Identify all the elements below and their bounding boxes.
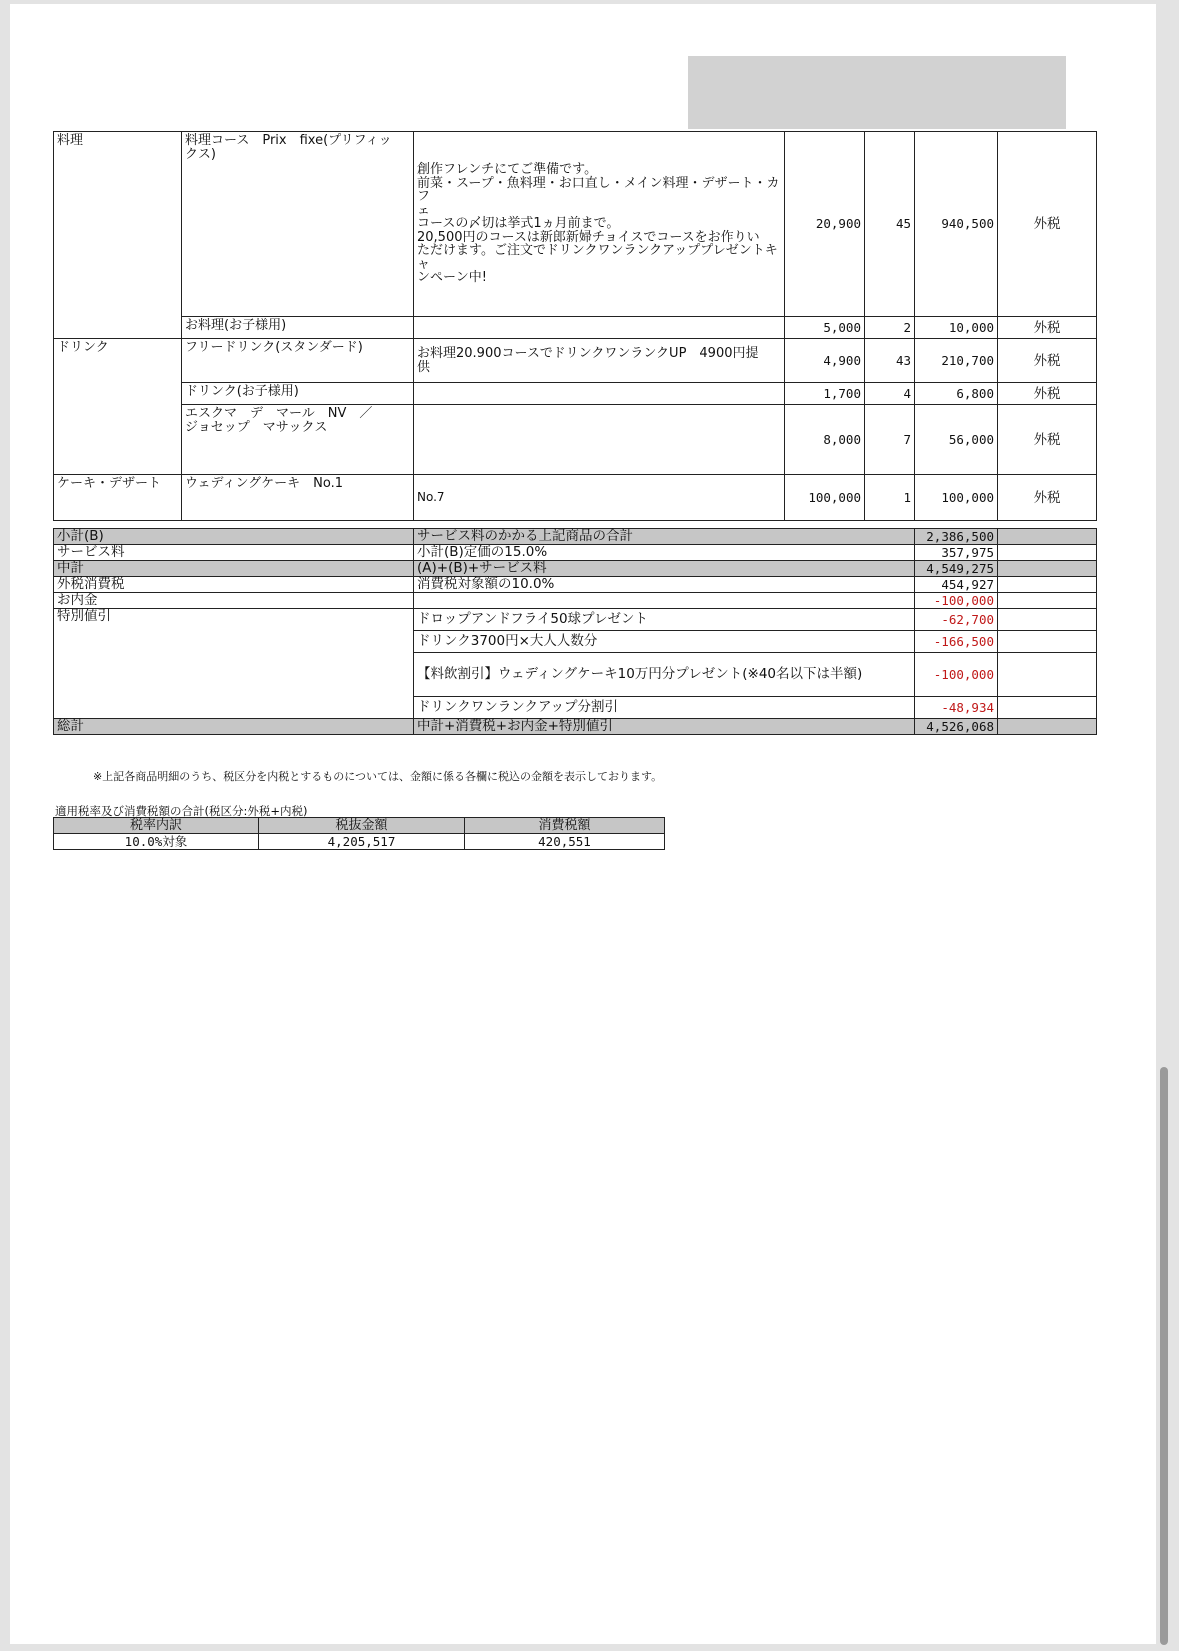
table-row bbox=[54, 132, 1097, 317]
category-cell: ケーキ・デザート bbox=[54, 475, 182, 521]
summary-label: 総計 bbox=[54, 719, 414, 735]
summary-label: 外税消費税 bbox=[54, 577, 414, 593]
tax-type: 外税 bbox=[998, 405, 1097, 475]
summary-label: サービス料 bbox=[54, 545, 414, 561]
summary-amount: 357,975 bbox=[915, 545, 998, 561]
service-row bbox=[54, 545, 1097, 561]
item-description: お料理20.900コースでドリンクワンランクUP 4900円提 供 bbox=[414, 339, 785, 383]
summary-label: 中計 bbox=[54, 561, 414, 577]
quantity: 4 bbox=[865, 383, 915, 405]
summary-blank bbox=[998, 609, 1097, 631]
discount-row bbox=[54, 609, 1097, 631]
summary-blank bbox=[998, 529, 1097, 545]
summary-blank bbox=[998, 593, 1097, 609]
redacted-block bbox=[688, 56, 1066, 129]
table-cell: 420,551 bbox=[465, 834, 665, 850]
table-cell: 4,205,517 bbox=[259, 834, 465, 850]
quantity: 2 bbox=[865, 317, 915, 339]
item-name: ウェディングケーキ No.1 bbox=[182, 475, 414, 521]
discount-desc: ドロップアンドフライ50球プレゼント bbox=[414, 609, 915, 631]
summary-blank bbox=[998, 545, 1097, 561]
quantity: 43 bbox=[865, 339, 915, 383]
line-amount: 56,000 bbox=[915, 405, 998, 475]
summary-amount: 2,386,500 bbox=[915, 529, 998, 545]
item-description bbox=[414, 405, 785, 475]
table-row bbox=[54, 475, 1097, 521]
discount-label: 特別値引 bbox=[54, 609, 414, 719]
unit-price: 1,700 bbox=[785, 383, 865, 405]
tax-note: ※上記各商品明細のうち、税区分を内税とするものについては、金額に係る各欄に税込の金額を表示しております。 bbox=[93, 770, 663, 783]
deposit-row bbox=[54, 593, 1097, 609]
summary-blank bbox=[998, 577, 1097, 593]
item-description: 創作フレンチにてご準備です。 前菜・スープ・魚料理・お口直し・メイン料理・デザート・カフ ェ コースの〆切は挙式1ヵ月前まで。 20,500円のコースは新郎新婦チョイスでコースをお作りい ただけます。ご注文でドリンクワンランクアッププレゼントキャ ンペーン中! bbox=[414, 132, 785, 317]
tax-type: 外税 bbox=[998, 475, 1097, 521]
items-table bbox=[53, 131, 1097, 521]
item-description bbox=[414, 317, 785, 339]
discount-amount: -62,700 bbox=[915, 609, 998, 631]
table-row bbox=[54, 834, 665, 850]
summary-table bbox=[53, 528, 1097, 735]
unit-price: 5,000 bbox=[785, 317, 865, 339]
column-header: 税抜金額 bbox=[259, 818, 465, 834]
summary-amount: 4,549,275 bbox=[915, 561, 998, 577]
tax-summary-caption: 適用税率及び消費税額の合計(税区分:外税+内税) bbox=[55, 804, 308, 818]
summary-desc: 小計(B)定価の15.0% bbox=[414, 545, 915, 561]
summary-blank bbox=[998, 697, 1097, 719]
summary-label: お内金 bbox=[54, 593, 414, 609]
tax-summary-table bbox=[53, 817, 665, 850]
line-amount: 940,500 bbox=[915, 132, 998, 317]
tax-type: 外税 bbox=[998, 339, 1097, 383]
quantity: 7 bbox=[865, 405, 915, 475]
unit-price: 20,900 bbox=[785, 132, 865, 317]
discount-desc: 【料飲割引】ウェディングケーキ10万円分プレゼント(※40名以下は半額) bbox=[414, 653, 915, 697]
column-header: 消費税額 bbox=[465, 818, 665, 834]
table-row bbox=[54, 383, 1097, 405]
subtotal-row bbox=[54, 529, 1097, 545]
item-name: 料理コース Prix fixe(プリフィッ クス) bbox=[182, 132, 414, 317]
category-cell: ドリンク bbox=[54, 339, 182, 475]
vertical-scrollbar[interactable] bbox=[1160, 1067, 1168, 1645]
discount-amount: -166,500 bbox=[915, 631, 998, 653]
tax-type: 外税 bbox=[998, 132, 1097, 317]
table-row bbox=[54, 339, 1097, 383]
summary-desc: 消費税対象額の10.0% bbox=[414, 577, 915, 593]
discount-desc: ドリンク3700円×大人人数分 bbox=[414, 631, 915, 653]
summary-blank bbox=[998, 631, 1097, 653]
item-name: お料理(お子様用) bbox=[182, 317, 414, 339]
column-header: 税率内訳 bbox=[54, 818, 259, 834]
quantity: 45 bbox=[865, 132, 915, 317]
unit-price: 4,900 bbox=[785, 339, 865, 383]
summary-desc: (A)+(B)+サービス料 bbox=[414, 561, 915, 577]
summary-desc: 中計+消費税+お内金+特別値引 bbox=[414, 719, 915, 735]
table-header-row bbox=[54, 818, 665, 834]
line-amount: 210,700 bbox=[915, 339, 998, 383]
table-cell: 10.0%対象 bbox=[54, 834, 259, 850]
midtotal-row bbox=[54, 561, 1097, 577]
summary-label: 小計(B) bbox=[54, 529, 414, 545]
item-name: フリードリンク(スタンダード) bbox=[182, 339, 414, 383]
discount-desc: ドリンクワンランクアップ分割引 bbox=[414, 697, 915, 719]
table-row bbox=[54, 317, 1097, 339]
summary-blank bbox=[998, 719, 1097, 735]
tax-type: 外税 bbox=[998, 317, 1097, 339]
line-amount: 6,800 bbox=[915, 383, 998, 405]
discount-amount: -48,934 bbox=[915, 697, 998, 719]
line-amount: 10,000 bbox=[915, 317, 998, 339]
item-name: エスクマ デ マール NV ／ ジョセップ マサックス bbox=[182, 405, 414, 475]
summary-blank bbox=[998, 653, 1097, 697]
tax-row bbox=[54, 577, 1097, 593]
grand-total-row bbox=[54, 719, 1097, 735]
summary-blank bbox=[998, 561, 1097, 577]
summary-desc: サービス料のかかる上記商品の合計 bbox=[414, 529, 915, 545]
item-description: No.7 bbox=[414, 475, 785, 521]
summary-amount: 4,526,068 bbox=[915, 719, 998, 735]
unit-price: 100,000 bbox=[785, 475, 865, 521]
tax-type: 外税 bbox=[998, 383, 1097, 405]
discount-amount: -100,000 bbox=[915, 653, 998, 697]
item-description bbox=[414, 383, 785, 405]
category-cell: 料理 bbox=[54, 132, 182, 339]
summary-amount: -100,000 bbox=[915, 593, 998, 609]
summary-desc bbox=[414, 593, 915, 609]
line-amount: 100,000 bbox=[915, 475, 998, 521]
item-name: ドリンク(お子様用) bbox=[182, 383, 414, 405]
unit-price: 8,000 bbox=[785, 405, 865, 475]
table-row bbox=[54, 405, 1097, 475]
summary-amount: 454,927 bbox=[915, 577, 998, 593]
quantity: 1 bbox=[865, 475, 915, 521]
